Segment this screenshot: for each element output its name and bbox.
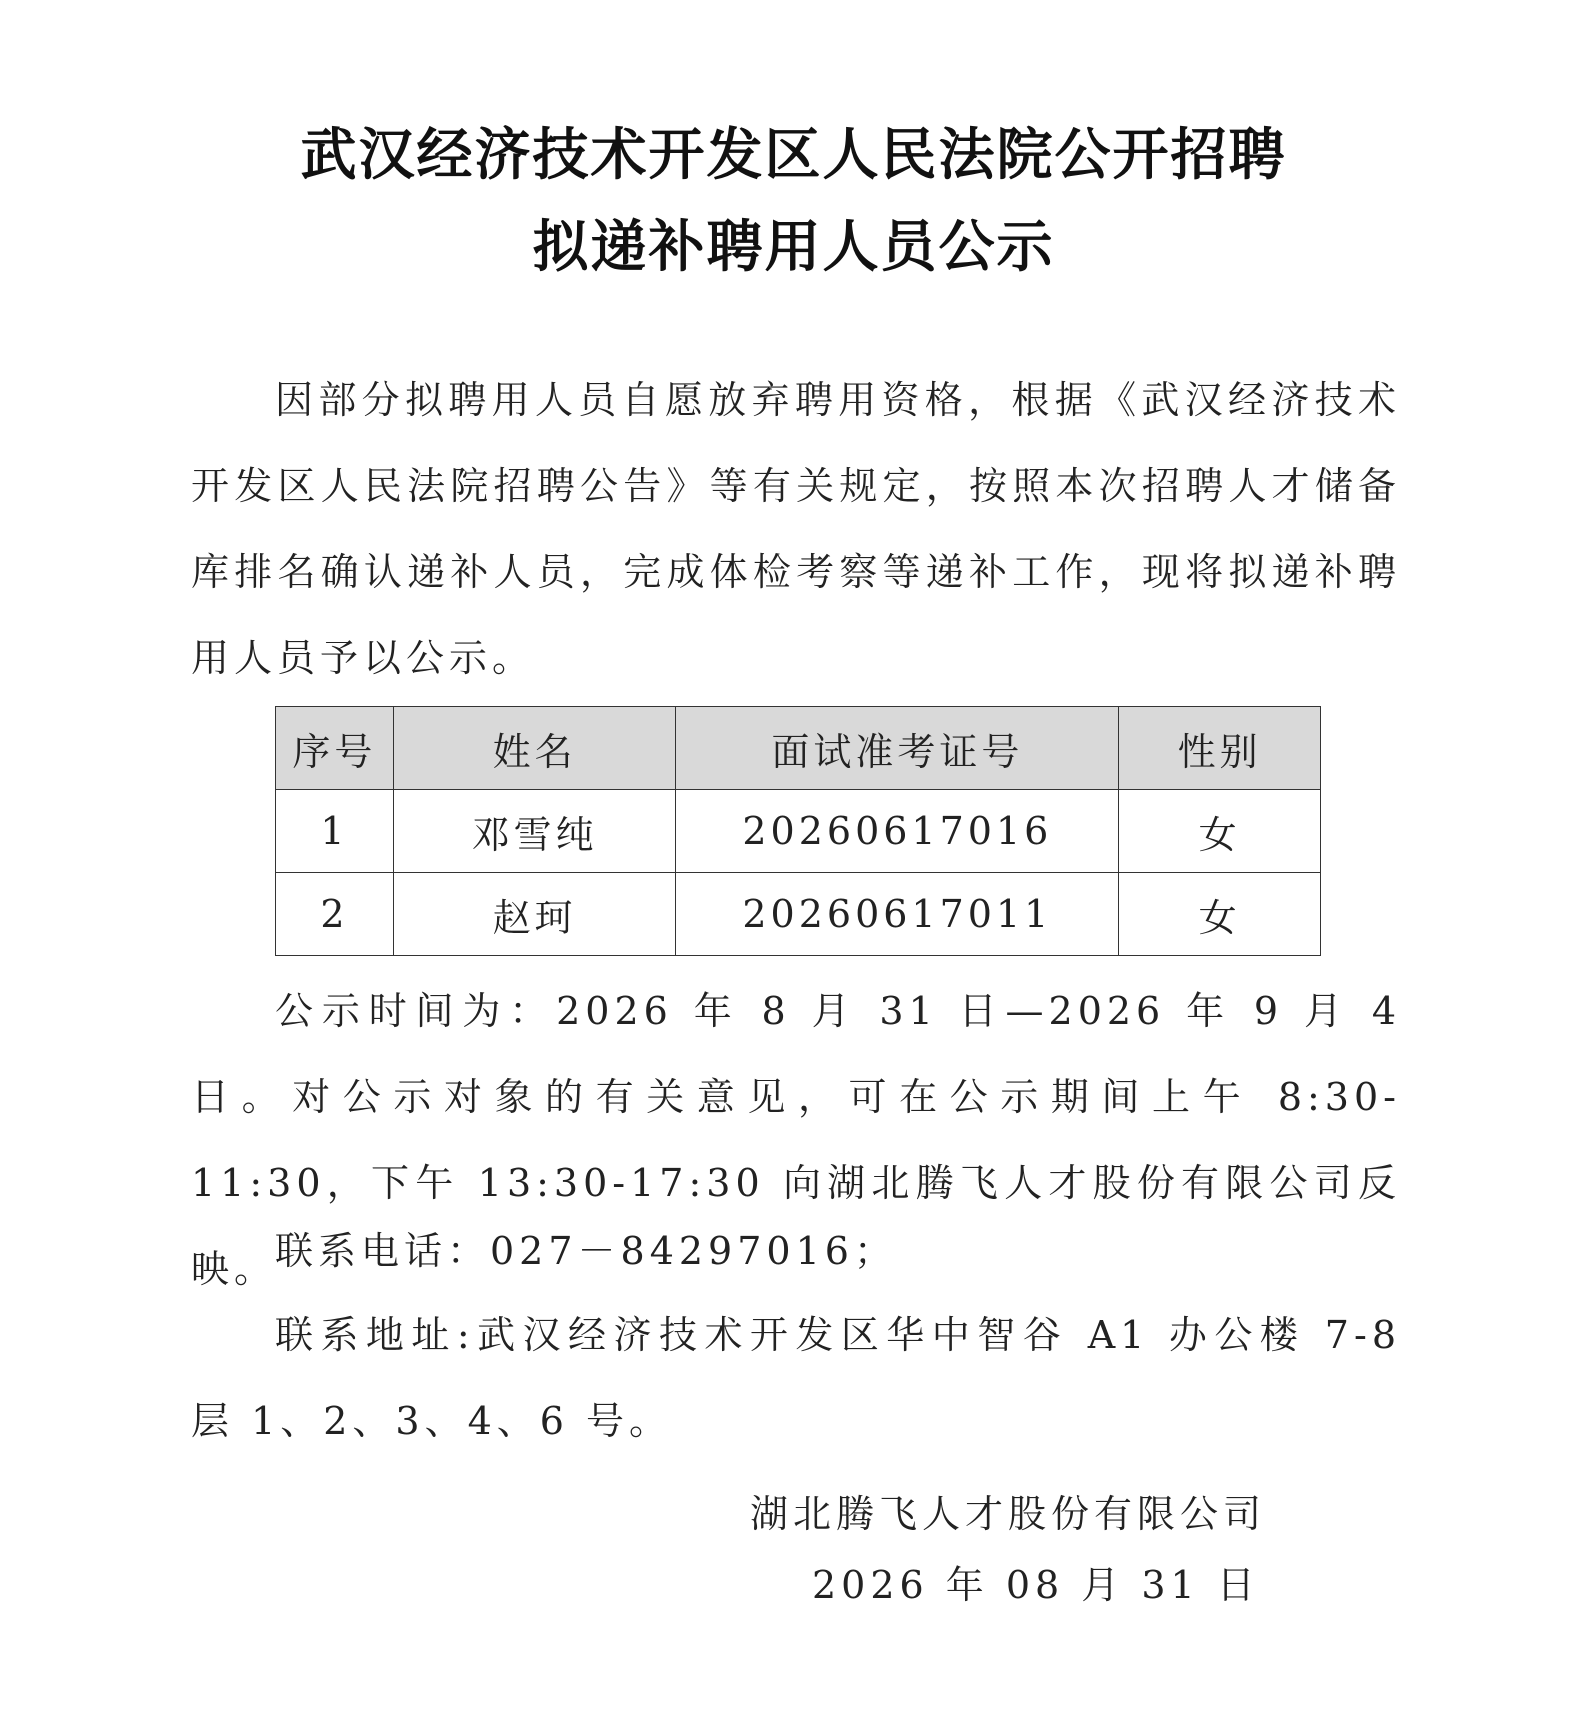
contact-phone: 联系电话：027－84297016； [275,1229,897,1273]
document-title-line-2: 拟递补聘用人员公示 [532,215,1055,280]
cell-index: 1 [276,790,394,873]
table-row [276,873,1321,956]
contact-address: 联系地址:武汉经济技术开发区华中智谷 A1 办公楼 7-8 层 1、2、3、4、6 号。 [191,1313,1401,1443]
cell-gender: 女 [1119,873,1321,956]
cell-exam-id: 20260617016 [676,790,1119,873]
notice-period-paragraph: 公示时间为：2026 年 8 月 31 日—2026 年 9 月 4 日。对公示对象的有关意见，可在公示期间上午 8:30-11:30，下午 13:30-17:30 向湖北腾飞人才股份有限公司反映。 [191,989,1401,1291]
candidate-table [275,706,1321,956]
cell-exam-id: 20260617011 [676,873,1119,956]
table-header-row [276,707,1321,790]
cell-index: 2 [276,873,394,956]
cell-name: 赵珂 [393,873,676,956]
header-gender: 性别 [1119,707,1321,790]
header-name: 姓名 [393,707,676,790]
document-title-line-1: 武汉经济技术开发区人民法院公开招聘 [300,123,1287,188]
cell-name: 邓雪纯 [393,790,676,873]
signature-date: 2026 年 08 月 31 日 [812,1563,1260,1607]
table-row [276,790,1321,873]
intro-paragraph: 因部分拟聘用人员自愿放弃聘用资格，根据《武汉经济技术开发区人民法院招聘公告》等有关规定，按照本次招聘人才储备库排名确认递补人员，完成体检考察等递补工作，现将拟递补聘用人员予以公示。 [191,378,1401,680]
header-exam-id: 面试准考证号 [676,707,1119,790]
cell-gender: 女 [1119,790,1321,873]
signature-organization: 湖北腾飞人才股份有限公司 [750,1492,1267,1536]
header-index: 序号 [276,707,394,790]
